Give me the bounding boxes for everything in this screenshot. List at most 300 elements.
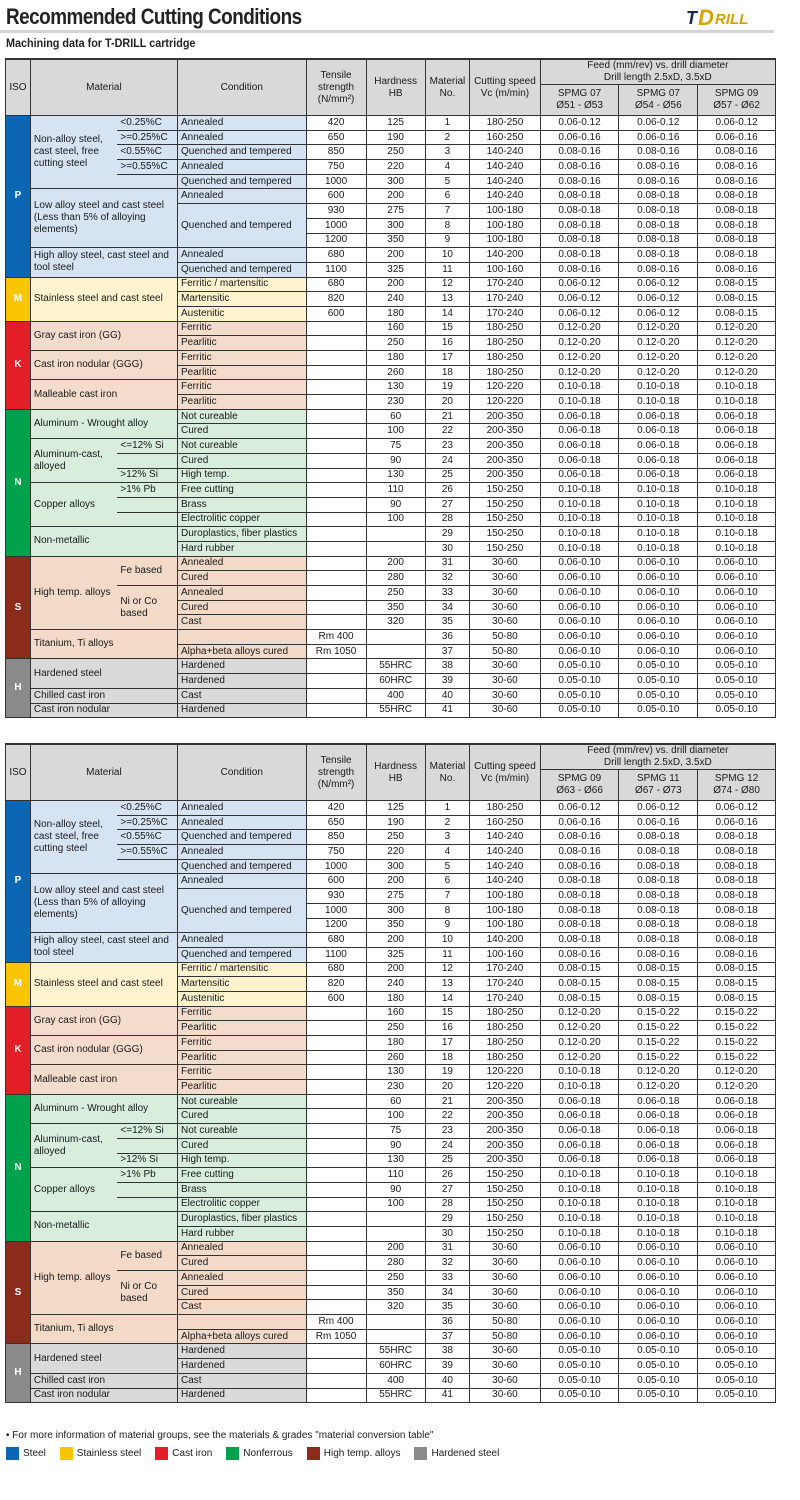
- tensile-cell: [306, 395, 366, 410]
- feed-cell: 0.15-0.22: [619, 1036, 698, 1051]
- hardness-cell: 250: [366, 830, 425, 845]
- feed-cell: 0.08-0.16: [540, 160, 619, 175]
- tensile-cell: [306, 1359, 366, 1374]
- table-row: [6, 468, 776, 483]
- feed-cell: 0.12-0.20: [619, 336, 698, 351]
- material-subgroup: >1% Pb: [117, 483, 177, 498]
- feed-cell: 0.08-0.18: [540, 903, 619, 918]
- cutting-speed-cell: 180-250: [470, 351, 540, 366]
- feed-cell: 0.08-0.18: [540, 218, 619, 233]
- cutting-speed-cell: 100-180: [470, 218, 540, 233]
- feed-cell: 0.08-0.18: [619, 189, 698, 204]
- tensile-cell: [306, 1285, 366, 1300]
- material-no-cell: 7: [425, 204, 470, 219]
- table-row: [6, 962, 776, 977]
- condition-cell: Cured: [178, 571, 307, 586]
- cutting-speed-cell: 200-350: [470, 424, 540, 439]
- feed-cell: 0.15-0.22: [619, 1021, 698, 1036]
- feed-cell: 0.06-0.12: [619, 306, 698, 321]
- material-no-cell: 8: [425, 903, 470, 918]
- material-no-cell: 39: [425, 674, 470, 689]
- feed-cell: 0.05-0.10: [698, 1373, 776, 1388]
- feed-cell: 0.10-0.18: [619, 380, 698, 395]
- feed-cell: 0.06-0.18: [540, 409, 619, 424]
- feed-cell: 0.08-0.16: [698, 174, 776, 189]
- feed-cell: 0.12-0.20: [540, 351, 619, 366]
- material-no-cell: 11: [425, 947, 470, 962]
- legend-swatch: [60, 1447, 73, 1460]
- condition-cell: [178, 1315, 307, 1330]
- legend-item: [155, 1447, 212, 1460]
- feed-cell: 0.08-0.18: [698, 830, 776, 845]
- feed-cell: 0.06-0.10: [619, 1300, 698, 1315]
- condition-cell: Quenched and tempered: [178, 262, 307, 277]
- cutting-speed-cell: 140-240: [470, 859, 540, 874]
- condition-cell: Brass: [178, 497, 307, 512]
- hardness-cell: 200: [366, 189, 425, 204]
- header-material-no: Material No.: [425, 744, 470, 801]
- feed-title: Feed (mm/rev) vs. drill diameter: [587, 60, 729, 71]
- material-cell: Non-alloy steel, cast steel, free cutting steel: [30, 116, 117, 189]
- condition-cell: Martensitic: [178, 977, 307, 992]
- feed-cell: 0.05-0.10: [698, 1359, 776, 1374]
- feed-cell: 0.08-0.18: [619, 204, 698, 219]
- hardness-cell: [366, 630, 425, 645]
- feed-cell: 0.12-0.20: [619, 351, 698, 366]
- feed-cell: 0.05-0.10: [619, 659, 698, 674]
- cutting-speed-cell: 100-160: [470, 947, 540, 962]
- feed-cell: 0.06-0.10: [698, 1241, 776, 1256]
- hardness-cell: 200: [366, 933, 425, 948]
- hardness-cell: 190: [366, 815, 425, 830]
- hardness-cell: 300: [366, 174, 425, 189]
- legend-swatch: [414, 1447, 427, 1460]
- material-no-cell: 6: [425, 189, 470, 204]
- feed-cell: 0.06-0.10: [619, 556, 698, 571]
- cutting-speed-cell: 150-250: [470, 512, 540, 527]
- material-no-cell: 31: [425, 556, 470, 571]
- feed-cell: 0.06-0.18: [619, 1153, 698, 1168]
- tensile-cell: 420: [306, 116, 366, 131]
- table-row: [6, 830, 776, 845]
- hardness-cell: 200: [366, 1241, 425, 1256]
- tensile-cell: [306, 1080, 366, 1095]
- feed-cell: 0.15-0.22: [619, 1006, 698, 1021]
- material-no-cell: 14: [425, 991, 470, 1006]
- material-subgroup: <0.55%C: [117, 145, 177, 160]
- feed-cell: 0.12-0.20: [540, 1050, 619, 1065]
- feed-col-range: Ø63 - Ø66: [556, 785, 603, 796]
- legend: [6, 1447, 513, 1460]
- hardness-cell: 55HRC: [366, 703, 425, 718]
- feed-cell: 0.08-0.18: [698, 918, 776, 933]
- tensile-cell: [306, 1109, 366, 1124]
- header-cutting-speed: Cutting speed Vc (m/min): [470, 59, 540, 116]
- condition-cell: Quenched and tempered: [178, 859, 307, 874]
- cutting-speed-cell: 30-60: [470, 586, 540, 601]
- table-row: [6, 512, 776, 527]
- tensile-cell: 600: [306, 874, 366, 889]
- cutting-speed-cell: 200-350: [470, 1138, 540, 1153]
- material-no-cell: 10: [425, 248, 470, 263]
- feed-cell: 0.08-0.16: [619, 947, 698, 962]
- legend-item: [6, 1447, 46, 1460]
- feed-cell: 0.06-0.10: [619, 600, 698, 615]
- hardness-cell: 325: [366, 262, 425, 277]
- table-row: [6, 1036, 776, 1051]
- material-no-cell: 30: [425, 541, 470, 556]
- table-row: [6, 527, 776, 542]
- hardness-cell: 130: [366, 380, 425, 395]
- feed-cell: 0.08-0.18: [619, 218, 698, 233]
- tensile-cell: [306, 1153, 366, 1168]
- feed-cell: 0.08-0.18: [540, 248, 619, 263]
- condition-cell: Annealed: [178, 189, 307, 204]
- material-no-cell: 20: [425, 395, 470, 410]
- material-no-cell: 24: [425, 1138, 470, 1153]
- feed-cell: 0.15-0.22: [698, 1006, 776, 1021]
- feed-cell: 0.06-0.18: [540, 424, 619, 439]
- material-subgroup: >=0.55%C: [117, 845, 177, 860]
- table-row: [6, 248, 776, 263]
- svg-text:D: D: [698, 6, 714, 28]
- feed-cell: 0.10-0.18: [540, 512, 619, 527]
- feed-cell: 0.06-0.10: [698, 586, 776, 601]
- feed-cell: 0.10-0.18: [619, 395, 698, 410]
- feed-cell: 0.06-0.10: [698, 1256, 776, 1271]
- feed-cell: 0.12-0.20: [698, 1065, 776, 1080]
- material-cell: Aluminum-cast, alloyed: [30, 1124, 117, 1168]
- material-no-cell: 20: [425, 1080, 470, 1095]
- tensile-cell: [306, 351, 366, 366]
- hardness-cell: 280: [366, 1256, 425, 1271]
- table-row: [6, 380, 776, 395]
- hardness-cell: 110: [366, 483, 425, 498]
- tensile-cell: 680: [306, 277, 366, 292]
- cutting-speed-cell: 30-60: [470, 1241, 540, 1256]
- table-row: [6, 1241, 776, 1256]
- tensile-cell: Rm 400: [306, 630, 366, 645]
- feed-drill-length: Drill length 2.5xD, 3.5xD: [603, 72, 712, 83]
- feed-cell: 0.05-0.10: [540, 674, 619, 689]
- condition-cell: Annealed: [178, 586, 307, 601]
- material-cell: High alloy steel, cast steel and tool steel: [30, 933, 177, 962]
- tensile-cell: [306, 1168, 366, 1183]
- feed-cell: 0.10-0.18: [619, 497, 698, 512]
- feed-cell: 0.15-0.22: [619, 1050, 698, 1065]
- feed-cell: 0.05-0.10: [540, 688, 619, 703]
- cutting-speed-cell: 140-240: [470, 874, 540, 889]
- hardness-cell: 350: [366, 1285, 425, 1300]
- feed-cell: 0.06-0.10: [619, 1285, 698, 1300]
- feed-cell: 0.12-0.20: [540, 365, 619, 380]
- cutting-conditions-table: [5, 58, 776, 718]
- legend-item: [226, 1447, 292, 1460]
- iso-group-M: M: [6, 962, 31, 1006]
- feed-cell: 0.05-0.10: [619, 1388, 698, 1403]
- feed-cell: 0.08-0.16: [619, 160, 698, 175]
- hardness-cell: 250: [366, 336, 425, 351]
- hardness-cell: 220: [366, 160, 425, 175]
- material-cell: High temp. alloys: [30, 1241, 117, 1314]
- feed-cell: 0.06-0.16: [698, 815, 776, 830]
- cutting-speed-cell: 170-240: [470, 277, 540, 292]
- table-row: [6, 116, 776, 131]
- feed-cell: 0.06-0.12: [540, 306, 619, 321]
- hardness-cell: 100: [366, 424, 425, 439]
- material-no-cell: 26: [425, 483, 470, 498]
- cutting-speed-cell: 120-220: [470, 380, 540, 395]
- tensile-cell: [306, 336, 366, 351]
- material-no-cell: 15: [425, 321, 470, 336]
- tensile-cell: 750: [306, 160, 366, 175]
- material-cell: Aluminum - Wrought alloy: [30, 1094, 177, 1123]
- table-row: [6, 556, 776, 571]
- feed-cell: 0.12-0.20: [698, 336, 776, 351]
- table-row: [6, 174, 776, 189]
- iso-group-N: N: [6, 409, 31, 556]
- tensile-cell: Rm 400: [306, 1315, 366, 1330]
- hardness-cell: 75: [366, 439, 425, 454]
- feed-cell: 0.06-0.10: [619, 1271, 698, 1286]
- condition-cell: Pearlitic: [178, 1050, 307, 1065]
- header-tensile: Tensile strength (N/mm²): [306, 744, 366, 801]
- feed-cell: 0.06-0.12: [540, 292, 619, 307]
- condition-cell: Ferritic: [178, 351, 307, 366]
- feed-cell: 0.06-0.18: [698, 1124, 776, 1139]
- cutting-conditions-table: [5, 743, 776, 1403]
- feed-cell: 0.06-0.10: [540, 644, 619, 659]
- hardness-cell: 200: [366, 248, 425, 263]
- title-rule: [0, 30, 774, 33]
- material-no-cell: 13: [425, 977, 470, 992]
- table-row: [6, 277, 776, 292]
- feed-cell: 0.05-0.10: [698, 688, 776, 703]
- feed-cell: 0.06-0.18: [619, 1109, 698, 1124]
- condition-cell: Hard rubber: [178, 541, 307, 556]
- condition-cell: Cured: [178, 600, 307, 615]
- hardness-cell: 250: [366, 1021, 425, 1036]
- feed-cell: 0.08-0.18: [698, 845, 776, 860]
- feed-cell: 0.10-0.18: [698, 527, 776, 542]
- feed-cell: 0.05-0.10: [619, 1373, 698, 1388]
- table-row: [6, 1197, 776, 1212]
- condition-cell: Ferritic: [178, 1065, 307, 1080]
- feed-cell: 0.08-0.18: [619, 918, 698, 933]
- condition-cell: Hardened: [178, 1344, 307, 1359]
- material-cell: Malleable cast iron: [30, 380, 177, 409]
- tensile-cell: [306, 1344, 366, 1359]
- feed-cell: 0.05-0.10: [619, 703, 698, 718]
- hardness-cell: 100: [366, 1197, 425, 1212]
- material-subgroup: [117, 1197, 177, 1212]
- table-row: [6, 1153, 776, 1168]
- condition-cell: Not cureable: [178, 409, 307, 424]
- material-subgroup: <0.55%C: [117, 830, 177, 845]
- feed-cell: 0.06-0.12: [698, 116, 776, 131]
- cutting-speed-cell: 140-240: [470, 189, 540, 204]
- cutting-speed-cell: 30-60: [470, 703, 540, 718]
- hardness-cell: 325: [366, 947, 425, 962]
- feed-cell: 0.15-0.22: [698, 1021, 776, 1036]
- feed-drill-length: Drill length 2.5xD, 3.5xD: [603, 757, 712, 768]
- tensile-cell: [306, 615, 366, 630]
- legend-label: Stainless steel: [76, 1448, 142, 1459]
- feed-cell: 0.06-0.18: [698, 1094, 776, 1109]
- material-no-cell: 29: [425, 527, 470, 542]
- tensile-cell: [306, 497, 366, 512]
- table-row: [6, 659, 776, 674]
- feed-cell: 0.08-0.18: [619, 933, 698, 948]
- feed-cell: 0.08-0.18: [540, 204, 619, 219]
- iso-group-P: P: [6, 116, 31, 278]
- feed-cell: 0.08-0.18: [540, 189, 619, 204]
- header-hardness: Hardness HB: [366, 744, 425, 801]
- feed-cell: 0.08-0.16: [619, 145, 698, 160]
- material-no-cell: 19: [425, 380, 470, 395]
- table-row: [6, 1065, 776, 1080]
- feed-col-name: SPMG 07: [557, 88, 602, 99]
- material-no-cell: 40: [425, 688, 470, 703]
- feed-cell: 0.10-0.18: [619, 1212, 698, 1227]
- feed-cell: 0.06-0.10: [540, 1271, 619, 1286]
- feed-col-range: Ø57 - Ø62: [713, 100, 760, 111]
- table-row: [6, 145, 776, 160]
- feed-cell: 0.08-0.18: [698, 859, 776, 874]
- feed-cell: 0.10-0.18: [540, 1197, 619, 1212]
- material-no-cell: 22: [425, 1109, 470, 1124]
- condition-cell: [178, 630, 307, 645]
- tensile-cell: [306, 468, 366, 483]
- feed-cell: 0.10-0.18: [540, 1182, 619, 1197]
- cutting-speed-cell: 150-250: [470, 1182, 540, 1197]
- condition-cell: Quenched and tempered: [178, 204, 307, 248]
- feed-cell: 0.08-0.15: [698, 962, 776, 977]
- feed-cell: 0.06-0.16: [540, 815, 619, 830]
- tensile-cell: [306, 1256, 366, 1271]
- material-no-cell: 12: [425, 277, 470, 292]
- material-cell: Gray cast iron (GG): [30, 321, 177, 350]
- condition-cell: Annealed: [178, 845, 307, 860]
- material-subgroup: [117, 512, 177, 527]
- feed-cell: 0.06-0.12: [698, 801, 776, 816]
- feed-cell: 0.10-0.18: [540, 1080, 619, 1095]
- feed-cell: 0.06-0.10: [540, 1329, 619, 1344]
- tensile-cell: 850: [306, 830, 366, 845]
- hardness-cell: 240: [366, 977, 425, 992]
- feed-cell: 0.12-0.20: [540, 1036, 619, 1051]
- condition-cell: Annealed: [178, 116, 307, 131]
- table-row: [6, 1124, 776, 1139]
- hardness-cell: 160: [366, 321, 425, 336]
- material-no-cell: 25: [425, 468, 470, 483]
- feed-cell: 0.06-0.12: [540, 801, 619, 816]
- tensile-cell: [306, 1065, 366, 1080]
- hardness-cell: 350: [366, 233, 425, 248]
- feed-cell: 0.08-0.16: [619, 262, 698, 277]
- cutting-speed-cell: 30-60: [470, 1359, 540, 1374]
- hardness-cell: [366, 1329, 425, 1344]
- feed-cell: 0.08-0.15: [698, 306, 776, 321]
- material-no-cell: 36: [425, 1315, 470, 1330]
- condition-cell: Pearlitic: [178, 336, 307, 351]
- condition-cell: Cast: [178, 1300, 307, 1315]
- condition-cell: Duroplastics, fiber plastics: [178, 527, 307, 542]
- hardness-cell: 55HRC: [366, 1388, 425, 1403]
- material-subgroup: [117, 497, 177, 512]
- tensile-cell: [306, 1373, 366, 1388]
- tensile-cell: [306, 321, 366, 336]
- table-row: [6, 130, 776, 145]
- feed-cell: 0.08-0.16: [540, 145, 619, 160]
- feed-cell: 0.05-0.10: [698, 1388, 776, 1403]
- iso-group-N: N: [6, 1094, 31, 1241]
- feed-cell: 0.08-0.16: [540, 830, 619, 845]
- feed-cell: 0.06-0.10: [540, 1256, 619, 1271]
- condition-cell: Cast: [178, 615, 307, 630]
- legend-swatch: [155, 1447, 168, 1460]
- legend-swatch: [6, 1447, 19, 1460]
- material-cell: High alloy steel, cast steel and tool steel: [30, 248, 177, 277]
- cutting-speed-cell: 30-60: [470, 1256, 540, 1271]
- table-row: [6, 189, 776, 204]
- cutting-speed-cell: 140-240: [470, 830, 540, 845]
- feed-cell: 0.06-0.12: [540, 277, 619, 292]
- table-row: [6, 1006, 776, 1021]
- feed-cell: 0.08-0.16: [540, 947, 619, 962]
- feed-cell: 0.08-0.18: [619, 874, 698, 889]
- condition-cell: Austenitic: [178, 306, 307, 321]
- feed-cell: 0.08-0.16: [540, 174, 619, 189]
- table-row: [6, 703, 776, 718]
- condition-cell: High temp.: [178, 468, 307, 483]
- feed-cell: 0.05-0.10: [540, 703, 619, 718]
- feed-cell: 0.06-0.12: [619, 801, 698, 816]
- header-feed-col: [698, 85, 776, 116]
- material-subgroup: >=0.25%C: [117, 815, 177, 830]
- table-row: [6, 815, 776, 830]
- hardness-cell: 260: [366, 1050, 425, 1065]
- feed-cell: 0.06-0.16: [698, 130, 776, 145]
- feed-cell: 0.08-0.18: [698, 218, 776, 233]
- table-row: [6, 1373, 776, 1388]
- condition-cell: Annealed: [178, 801, 307, 816]
- hardness-cell: 190: [366, 130, 425, 145]
- table-row: [6, 497, 776, 512]
- feed-cell: 0.06-0.18: [698, 424, 776, 439]
- material-cell: Stainless steel and cast steel: [30, 962, 177, 1006]
- tensile-cell: [306, 1006, 366, 1021]
- feed-cell: 0.10-0.18: [540, 541, 619, 556]
- feed-cell: 0.08-0.15: [540, 991, 619, 1006]
- material-no-cell: 4: [425, 160, 470, 175]
- material-no-cell: 15: [425, 1006, 470, 1021]
- material-cell: Low alloy steel and cast steel (Less than 5% of alloying elements): [30, 189, 177, 248]
- feed-cell: 0.05-0.10: [698, 703, 776, 718]
- feed-cell: 0.08-0.15: [619, 977, 698, 992]
- cutting-speed-cell: 100-160: [470, 262, 540, 277]
- hardness-cell: 55HRC: [366, 659, 425, 674]
- table-row: [6, 453, 776, 468]
- feed-cell: 0.08-0.16: [698, 160, 776, 175]
- material-subgroup: Ni or Co based: [117, 1271, 177, 1315]
- condition-cell: Ferritic: [178, 1036, 307, 1051]
- material-no-cell: 13: [425, 292, 470, 307]
- feed-cell: 0.06-0.18: [619, 1094, 698, 1109]
- condition-cell: Electrolitic copper: [178, 1197, 307, 1212]
- tensile-cell: [306, 586, 366, 601]
- tensile-cell: [306, 365, 366, 380]
